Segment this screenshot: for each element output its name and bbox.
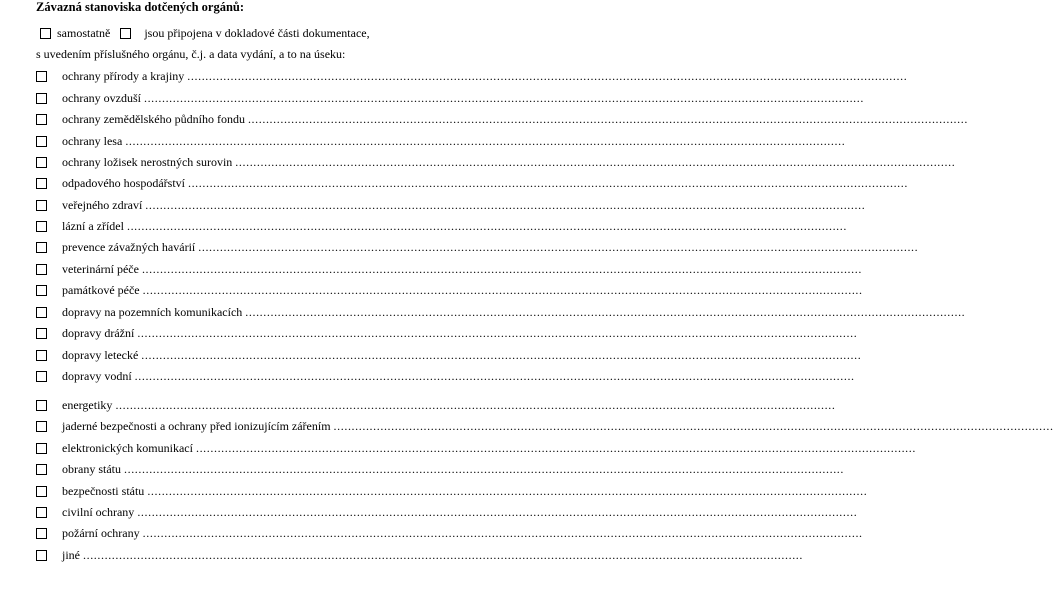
organ-item — [36, 239, 919, 255]
fill-in-line[interactable]: ........................................................................................................................................................................................................ — [333, 418, 1054, 433]
fill-in-line[interactable]: ........................................................................................................................................................................................................ — [187, 68, 908, 83]
organ-item-checkbox[interactable] — [36, 328, 47, 339]
organ-item-checkbox[interactable] — [36, 157, 47, 168]
fill-in-line[interactable]: ........................................................................................................................................................................................................ — [145, 197, 866, 212]
organ-item-label: veterinární péče — [62, 261, 139, 276]
organ-item-checkbox[interactable] — [36, 307, 47, 318]
organ-item — [36, 347, 862, 363]
organ-item-label: veřejného zdraví — [62, 197, 143, 212]
fill-in-line[interactable]: ........................................................................................................................................................................................................ — [83, 547, 803, 562]
organ-item-label: jiné — [62, 547, 80, 562]
organ-item-checkbox[interactable] — [36, 464, 47, 475]
organ-item-label: ochrany zemědělského půdního fondu — [62, 111, 245, 126]
fill-in-line[interactable]: ........................................................................................................................................................................................................ — [134, 368, 855, 383]
fill-in-line[interactable]: ........................................................................................................................................................................................................ — [137, 504, 858, 519]
fill-in-line[interactable]: ........................................................................................................................................................................................................ — [126, 218, 847, 233]
organ-item — [36, 218, 847, 234]
organ-item — [36, 111, 968, 127]
organ-item-label: dopravy letecké — [62, 347, 139, 362]
organ-item — [36, 397, 836, 413]
fill-in-line[interactable]: ........................................................................................................................................................................................................ — [143, 90, 864, 105]
organ-item-checkbox[interactable] — [36, 528, 47, 539]
organ-item-checkbox[interactable] — [36, 486, 47, 497]
organ-item-label: ochrany lesa — [62, 133, 123, 148]
fill-in-line[interactable]: ........................................................................................................................................................................................................ — [141, 261, 862, 276]
organ-item-label: požární ochrany — [62, 525, 140, 540]
organ-item — [36, 325, 858, 341]
organ-item-label: prevence závažných havárií — [62, 239, 196, 254]
organ-item-checkbox[interactable] — [36, 114, 47, 125]
organ-item — [36, 461, 844, 477]
organ-item-label: dopravy na pozemních komunikacích — [62, 304, 243, 319]
fill-in-line[interactable]: ........................................................................................................................................................................................................ — [245, 304, 966, 319]
intro-options — [40, 25, 370, 41]
subheading: s uvedením příslušného orgánu, č.j. a data vydání, a to na úseku: — [36, 47, 346, 61]
organ-item — [36, 418, 1054, 434]
organ-item — [36, 547, 803, 563]
organ-item-label: ochrany přírody a krajiny — [62, 68, 185, 83]
fill-in-line[interactable]: ........................................................................................................................................................................................................ — [142, 525, 863, 540]
organ-item — [36, 304, 966, 320]
fill-in-line[interactable]: ........................................................................................................................................................................................................ — [124, 461, 844, 476]
organ-item-label: lázní a zřídel — [62, 218, 124, 233]
organ-item-label: památkové péče — [62, 282, 140, 297]
organ-item-label: jaderné bezpečnosti a ochrany před ionizujícím zářením — [62, 418, 331, 433]
organ-item — [36, 133, 846, 149]
organ-item — [36, 154, 956, 170]
organ-item-checkbox[interactable] — [36, 443, 47, 454]
organ-item-checkbox[interactable] — [36, 400, 47, 411]
organ-item-checkbox[interactable] — [36, 371, 47, 382]
organ-item — [36, 440, 916, 456]
organ-item-label: odpadového hospodářství — [62, 175, 185, 190]
organ-item-label: civilní ochrany — [62, 504, 135, 519]
separately-checkbox[interactable] — [40, 28, 51, 39]
fill-in-line[interactable]: ........................................................................................................................................................................................................ — [235, 154, 956, 169]
organ-item — [36, 525, 863, 541]
fill-in-line[interactable]: ........................................................................................................................................................................................................ — [115, 397, 836, 412]
fill-in-line[interactable]: ........................................................................................................................................................................................................ — [195, 440, 916, 455]
section-heading: Závazná stanoviska dotčených orgánů: — [36, 0, 245, 14]
organ-item — [36, 68, 908, 84]
fill-in-line[interactable]: ........................................................................................................................................................................................................ — [142, 282, 863, 297]
organ-item-label: bezpečnosti státu — [62, 483, 145, 498]
organ-item — [36, 504, 858, 520]
organ-item-label: energetiky — [62, 397, 113, 412]
attached-label: jsou připojena v dokladové části dokumentace, — [144, 25, 370, 40]
fill-in-line[interactable]: ........................................................................................................................................................................................................ — [247, 111, 968, 126]
organ-item-checkbox[interactable] — [36, 221, 47, 232]
fill-in-line[interactable]: ........................................................................................................................................................................................................ — [187, 175, 908, 190]
organ-item — [36, 197, 866, 213]
organ-item-label: dopravy drážní — [62, 325, 135, 340]
fill-in-line[interactable]: ........................................................................................................................................................................................................ — [198, 239, 919, 254]
organ-item-checkbox[interactable] — [36, 93, 47, 104]
fill-in-line[interactable]: ........................................................................................................................................................................................................ — [147, 483, 868, 498]
organ-item — [36, 282, 863, 298]
organ-item — [36, 368, 855, 384]
organ-item — [36, 483, 868, 499]
fill-in-line[interactable]: ........................................................................................................................................................................................................ — [141, 347, 862, 362]
organ-item-checkbox[interactable] — [36, 285, 47, 296]
organ-item-checkbox[interactable] — [36, 264, 47, 275]
organ-item-checkbox[interactable] — [36, 71, 47, 82]
organ-item-checkbox[interactable] — [36, 242, 47, 253]
organ-item-checkbox[interactable] — [36, 136, 47, 147]
organ-item-label: dopravy vodní — [62, 368, 132, 383]
organ-item-checkbox[interactable] — [36, 178, 47, 189]
organ-item — [36, 261, 862, 277]
organ-item — [36, 175, 908, 191]
organ-item-checkbox[interactable] — [36, 200, 47, 211]
organ-item-label: ochrany ovzduší — [62, 90, 141, 105]
organ-item — [36, 90, 864, 106]
attached-checkbox[interactable] — [120, 28, 131, 39]
fill-in-line[interactable]: ........................................................................................................................................................................................................ — [137, 325, 858, 340]
organ-item-checkbox[interactable] — [36, 350, 47, 361]
fill-in-line[interactable]: ........................................................................................................................................................................................................ — [125, 133, 846, 148]
separately-label: samostatně — [57, 25, 111, 40]
organ-item-label: ochrany ložisek nerostných surovin — [62, 154, 233, 169]
organ-item-checkbox[interactable] — [36, 421, 47, 432]
organ-item-checkbox[interactable] — [36, 507, 47, 518]
organ-item-label: elektronických komunikací — [62, 440, 193, 455]
organ-item-checkbox[interactable] — [36, 550, 47, 561]
organ-item-label: obrany státu — [62, 461, 121, 476]
